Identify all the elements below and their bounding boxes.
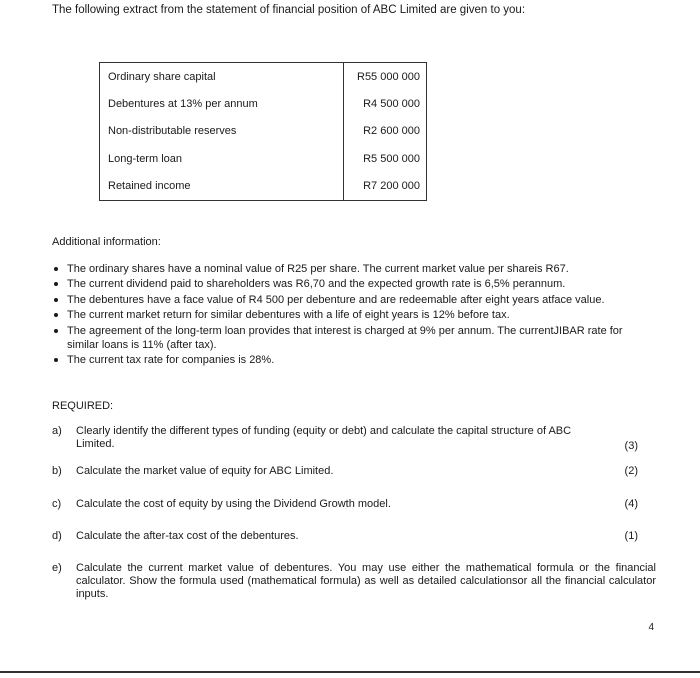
question-text: Clearly identify the different types of funding (equity or debt) and calculate the capital structure of ABC Limited. [76,425,572,450]
row-value: R55 000 000 [357,70,420,83]
row-label: Ordinary share capital [100,63,344,91]
question-marks: (4) [624,498,638,510]
question-letter: a) [52,425,62,437]
table-row [100,145,427,172]
question-b [52,465,652,478]
question-e [52,562,656,601]
list-item: The current dividend paid to shareholders was R6,70 and the expected growth rate is 6,5% perannum. [52,277,652,291]
row-value: R5 500 000 [363,152,420,165]
question-marks: (3) [624,440,638,452]
additional-info-heading: Additional information: [52,236,161,248]
question-letter: e) [52,562,62,574]
question-text: Calculate the cost of equity by using the Dividend Growth model. [76,498,391,510]
page-number: 4 [648,622,654,633]
required-heading: REQUIRED: [52,400,114,412]
question-d [52,530,652,543]
question-letter: c) [52,498,62,510]
question-text: Calculate the current market value of debentures. You may use either the mathematical formula or the financial calculator. Show the formula used (mathematical formula) as well as detailed calculationsor all the financial calculator inputs. [76,562,656,600]
row-value: R7 200 000 [363,180,420,193]
question-text: Calculate the market value of equity for ABC Limited. [76,465,334,477]
list-item: The agreement of the long-term loan provides that interest is charged at 9% per annum. The currentJIBAR rate for similar loans is 11% (after tax). [52,324,652,352]
intro-text: The following extract from the statement of financial position of ABC Limited are given to you: [52,4,526,16]
table-row [100,90,427,117]
list-item: The current tax rate for companies is 28%. [52,353,652,367]
list-item: The current market return for similar debentures with a life of eight years is 12% before tax. [52,308,652,322]
question-a [52,425,652,451]
row-value: R2 600 000 [363,125,420,138]
question-letter: d) [52,530,62,542]
question-text: Calculate the after-tax cost of the debentures. [76,530,299,542]
additional-info-list [52,262,652,368]
row-label: Long-term loan [100,145,344,172]
question-marks: (2) [624,465,638,477]
question-marks: (1) [624,530,638,542]
financial-position-table [99,62,427,201]
footer-divider [0,671,700,673]
row-label: Debentures at 13% per annum [100,90,344,117]
list-item: The ordinary shares have a nominal value of R25 per share. The current market value per shareis R67. [52,262,652,276]
table-row [100,173,427,201]
row-value: R4 500 000 [363,98,420,111]
table-row [100,63,427,91]
table-row [100,118,427,145]
question-letter: b) [52,465,62,477]
list-item: The debentures have a face value of R4 500 per debenture and are redeemable after eight years atface value. [52,293,652,307]
row-label: Non-distributable reserves [100,118,344,145]
row-label: Retained income [100,173,344,201]
question-c [52,498,652,511]
